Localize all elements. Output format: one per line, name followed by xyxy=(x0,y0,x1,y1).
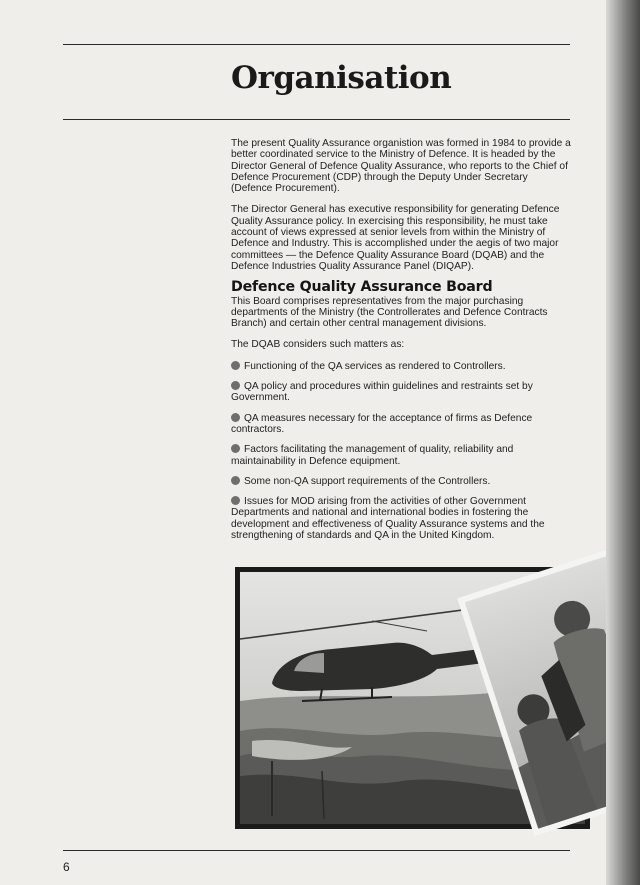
bullet-dot-icon xyxy=(231,496,240,505)
bottom-rule xyxy=(63,850,570,851)
top-rule xyxy=(63,44,570,45)
bullet-dot-icon xyxy=(231,444,240,453)
bullet-item: QA measures necessary for the acceptance of firms as Defence contractors. xyxy=(231,412,533,435)
page-edge-shadow xyxy=(606,0,640,885)
bullet-item: Factors facilitating the management of quality, reliability and maintainability in Defence equipment. xyxy=(231,444,514,467)
title-underline-rule xyxy=(63,119,570,120)
bullet-dot-icon xyxy=(231,413,240,422)
photo-collage xyxy=(232,551,640,836)
bullet-dot-icon xyxy=(231,361,240,370)
bullet-item: Functioning of the QA services as rendered to Controllers. xyxy=(231,361,571,372)
section-paragraph-1: This Board comprises representatives from the major purchasing departments of the Ministry (the Controllerates and Defence Contracts Branch) and certain other central management divisions. xyxy=(231,295,548,330)
page-title: Organisation xyxy=(231,60,452,96)
bullet-item: Some non-QA support requirements of the Controllers. xyxy=(231,476,571,487)
bullet-item: QA policy and procedures within guidelines and restraints set by Government. xyxy=(231,381,533,404)
intro-paragraph-2: The Director General has executive responsibility for generating Defence Quality Assurance policy. In exercising this responsibility, he must take account of views expressed at senior levels from within the Ministry of Defence and Industry. This is accomplished under the aegis of two major committees — the Defence Quality Assurance Board (DQAB) and the Defence Industries Quality Assurance Panel (DIQAP). xyxy=(231,204,560,272)
bullet-dot-icon xyxy=(231,476,240,485)
page-number: 6 xyxy=(63,860,70,874)
bullet-item: Issues for MOD arising from the activities of other Government Departments and national and international bodies in fostering the development and effectiveness of Quality Assurance systems and the strengthening of standards and QA in the United Kingdom. xyxy=(231,496,545,542)
section-heading: Defence Quality Assurance Board xyxy=(231,279,493,296)
section-paragraph-2: The DQAB considers such matters as: xyxy=(231,339,405,351)
main-text-column xyxy=(231,138,571,550)
bullet-dot-icon xyxy=(231,381,240,390)
intro-paragraph-1: The present Quality Assurance organistion was formed in 1984 to provide a better coordinated service to the Ministry of Defence. It is headed by the Director General of Defence Quality Assurance, who reports to the Chief of Defence Procurement (CDP) through the Deputy Under Secretary (Defence Procurement). xyxy=(231,138,571,195)
